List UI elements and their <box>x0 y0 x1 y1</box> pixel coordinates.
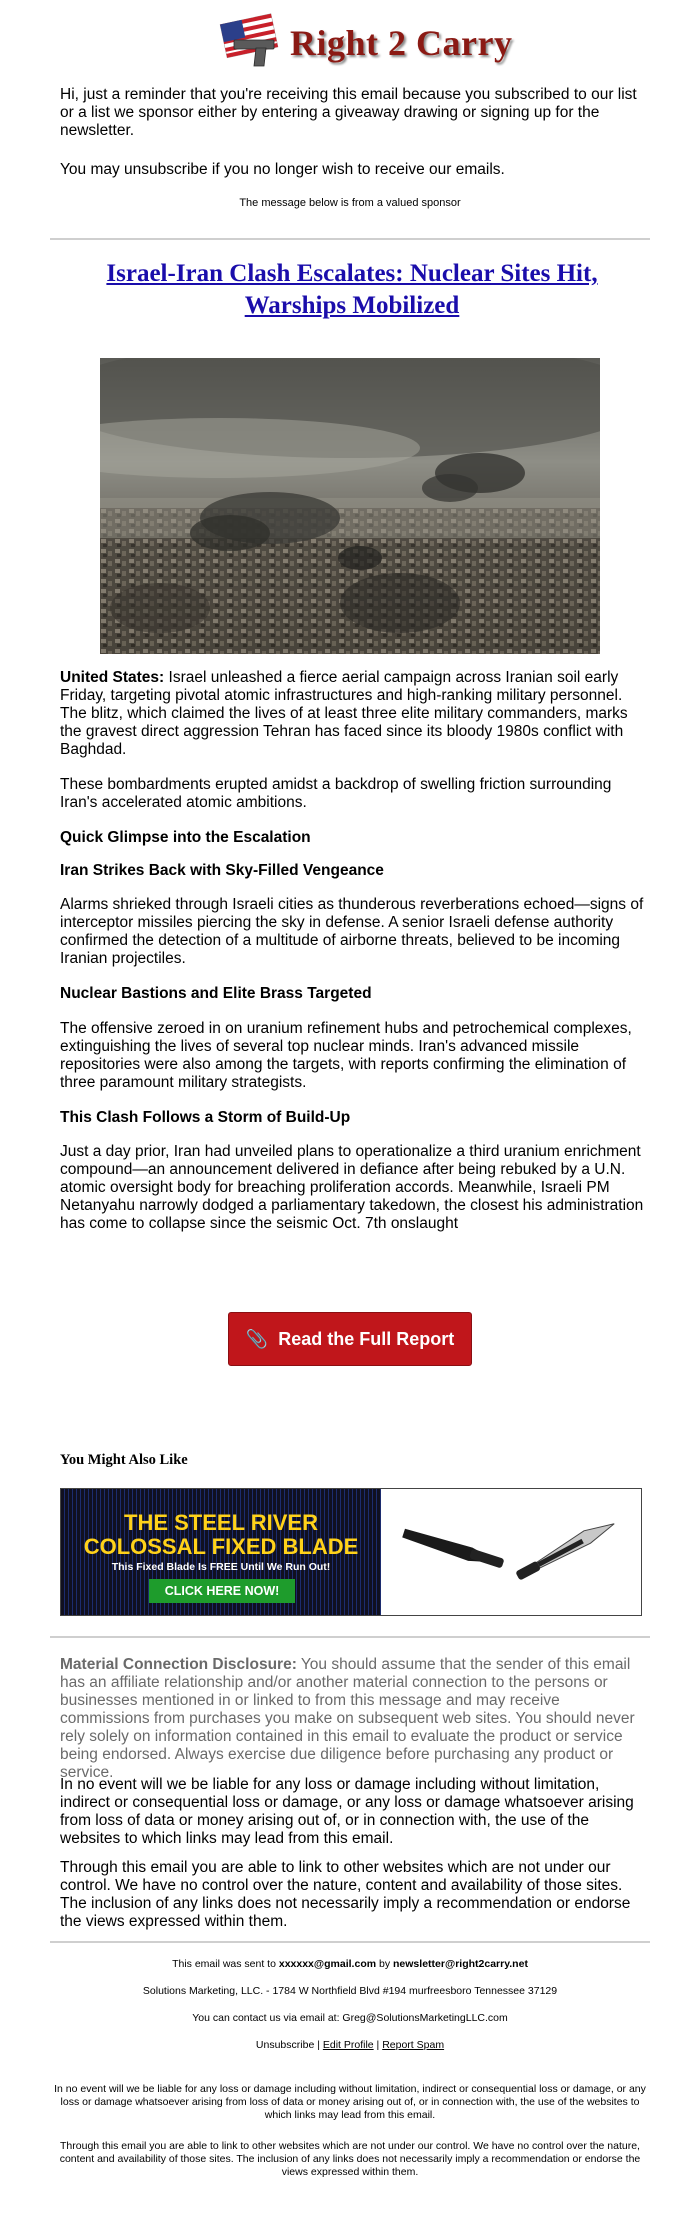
divider <box>50 1636 650 1638</box>
sent-prefix: This email was sent to <box>172 1958 279 1970</box>
hero-image[interactable] <box>100 358 600 654</box>
article-paragraph: These bombardments erupted amidst a backdrop of swelling friction surrounding Iran's accelerated atomic ambitions. <box>60 776 612 811</box>
subscription-reminder: Hi, just a reminder that you're receiving this email because you subscribed to our list or a list we sponsor either by entering a giveaway drawing or signing up for the newsletter. <box>60 86 637 139</box>
ad-click-button[interactable]: CLICK HERE NOW! <box>149 1579 295 1603</box>
divider <box>50 238 650 240</box>
sender-email: newsletter@right2carry.net <box>393 1958 528 1970</box>
lead-label: United States: <box>60 669 165 686</box>
ad-title-line1: THE STEEL RIVER <box>124 1510 318 1535</box>
article-paragraph: Alarms shrieked through Israeli cities as thunderous reverberations echoed—signs of interceptor missiles piercing the sky in defense. A senior Israeli defense authority confirmed the detection of a multitude of airborne threats, believed to be incoming Iranian projectiles. <box>60 896 644 967</box>
recipient-email: xxxxxx@gmail.com <box>278 1958 377 1970</box>
cta-label: Read the Full Report <box>278 1328 455 1349</box>
knife-icon <box>381 1489 642 1615</box>
unsubscribe-note: You may unsubscribe if you no longer wish to receive our emails. <box>60 161 505 178</box>
section-heading: Quick Glimpse into the Escalation <box>60 829 311 846</box>
related-heading: You Might Also Like <box>60 1452 188 1468</box>
link-separator: | <box>373 2039 383 2051</box>
ad-tagline: This Fixed Blade Is FREE Until We Run Out! <box>111 1561 331 1573</box>
disclosure-text: You should assume that the sender of this email has an affiliate relationship and/or another material connection to the persons or businesses mentioned in or linked to from this message and may receive commissions from purchases you make on subsequent web sites. You should never rely solely on information contained in this email to evaluate the product or service being endorsed. Always exercise due diligence before purchasing any product or service. <box>60 1656 635 1781</box>
company-address: Solutions Marketing, LLC. - 1784 W Northfield Blvd #194 murfreesboro Tennessee 37129 <box>142 1985 558 1997</box>
section-heading: Nuclear Bastions and Elite Brass Targeted <box>60 985 372 1002</box>
lead-text: Israel unleashed a fierce aerial campaign across Iranian soil early Friday, targeting pivotal atomic infrastructures and high-ranking military personnel. The blitz, which claimed the lives of at least three elite military commanders, marks the gravest direct aggression Tehran has faced since its bloody 1980s conflict with Baghdad. <box>60 669 628 758</box>
article-paragraph: The offensive zeroed in on uranium refinement hubs and petrochemical complexes, extinguishing the lives of several top nuclear minds. Iran's advanced missile repositories were also among the targets, with reports confirming the elimination of three paramount military strategists. <box>60 1020 632 1091</box>
city-smoke-image <box>100 358 600 654</box>
footer-links <box>0 2039 700 2052</box>
liability-notice: In no event will we be liable for any loss or damage including without limitation, indirect or consequential loss or damage, or any loss or damage whatsoever arising from loss of data or money arising out of, or in connection with, the use of the websites to which links may lead from this email. <box>60 1776 634 1847</box>
read-full-report-button[interactable] <box>228 1312 472 1366</box>
ad-product-panel <box>381 1489 642 1615</box>
article-headline <box>60 258 644 322</box>
knife-ad-banner[interactable] <box>60 1488 642 1616</box>
edit-profile-link[interactable]: Edit Profile <box>322 2039 374 2051</box>
section-heading: Iran Strikes Back with Sky-Filled Vengeance <box>60 862 384 879</box>
article-lead <box>60 669 644 759</box>
paperclip-icon: 📎 <box>245 1328 269 1349</box>
flag-gun-icon <box>218 10 288 70</box>
footer-links-notice: Through this email you are able to link to other websites which are not under our control. We have no control over the nature, content and availability of those sites. The inclusion of any links does not necessarily imply a recommendation or endorse the views expressed within them. <box>59 2140 641 2178</box>
section-heading: This Clash Follows a Storm of Build-Up <box>60 1109 351 1126</box>
link-separator: | <box>314 2039 323 2051</box>
sent-to-line <box>0 1958 700 1971</box>
material-disclosure <box>60 1656 644 1782</box>
divider <box>50 1941 650 1943</box>
contact-line: You can contact us via email at: Greg@SolutionsMarketingLLC.com <box>192 2012 508 2024</box>
headline-link[interactable]: Israel-Iran Clash Escalates: Nuclear Sites Hit, Warships Mobilized <box>106 260 598 319</box>
footer-liability: In no event will we be liable for any loss or damage including without limitation, indirect or consequential loss or damage, or any loss or damage whatsoever arising from loss of data or money arising out of, or in connection with, the use of the websites to which links may lead from this email. <box>54 2083 646 2121</box>
disclosure-label: Material Connection Disclosure: <box>60 1656 297 1673</box>
sponsor-note: The message below is from a valued sponsor <box>239 197 461 209</box>
brand-name: Right 2 Carry <box>290 23 513 63</box>
sent-by: by <box>376 1958 394 1970</box>
article-paragraph: Just a day prior, Iran had unveiled plans to operationalize a third uranium enrichment compound—an announcement delivered in defiance after being rebuked by a U.N. atomic oversight body for breaching proliferation accords. Meanwhile, Israeli PM Netanyahu narrowly dodged a parliamentary takedown, the closest his administration has come to collapse since the seismic Oct. 7th onslaught <box>60 1143 644 1232</box>
brand-logo[interactable] <box>218 8 513 74</box>
ad-title-line2: COLOSSAL FIXED BLADE <box>83 1534 359 1559</box>
unsubscribe-link[interactable]: Unsubscribe <box>255 2039 315 2051</box>
report-spam-link[interactable]: Report Spam <box>382 2039 445 2051</box>
links-notice: Through this email you are able to link to other websites which are not under our control. We have no control over the nature, content and availability of those sites. The inclusion of any links does not necessarily imply a recommendation or endorse the views expressed within them. <box>60 1859 631 1930</box>
